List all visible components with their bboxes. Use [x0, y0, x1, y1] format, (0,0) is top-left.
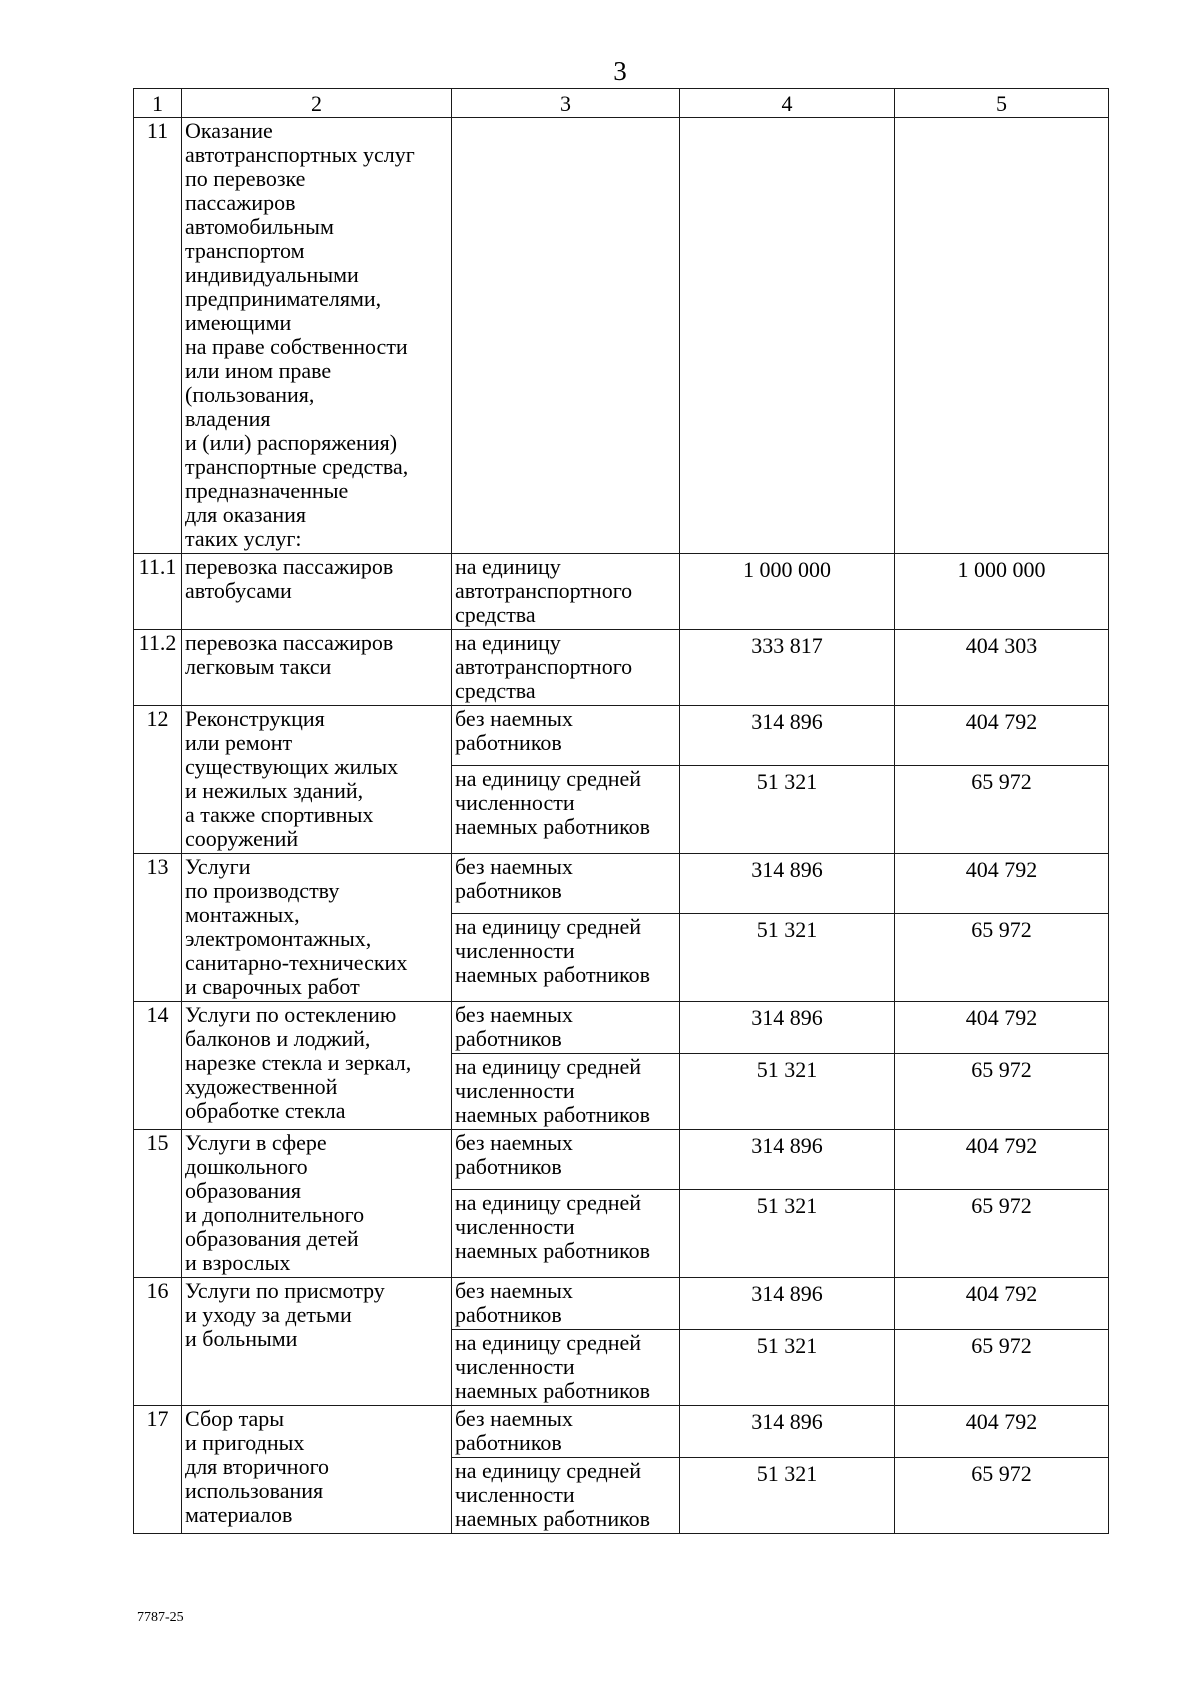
value-col-4: 51 321 — [680, 766, 895, 854]
value-col-5: 404 792 — [895, 1130, 1109, 1190]
activity-name: перевозка пассажиров автобусами — [182, 554, 452, 630]
unit-of-measure: на единицу средней численности наемных работников — [452, 1054, 680, 1130]
value-col-5: 65 972 — [895, 766, 1109, 854]
row-number: 13 — [134, 854, 182, 1002]
table-row — [134, 554, 1109, 630]
value-col-4: 314 896 — [680, 854, 895, 914]
value-col-5: 65 972 — [895, 914, 1109, 1002]
unit-of-measure: без наемных работников — [452, 1130, 680, 1190]
value-col-5: 65 972 — [895, 1054, 1109, 1130]
table-row — [134, 630, 1109, 706]
activity-name: Оказание автотранспортных услуг по перевозке пассажиров автомобильным транспортом индивидуальными предпринимателями, имеющими на праве собственности или ином праве (пользования, владения и (или) распоряжения) транспортные средства, предназначенные для оказания таких услуг: — [182, 118, 452, 554]
activity-name: Услуги по остеклению балконов и лоджий, нарезке стекла и зеркал, художественной обработке стекла — [182, 1002, 452, 1130]
document-code: 7787-25 — [137, 1610, 184, 1625]
table-row — [134, 1406, 1109, 1458]
row-number: 16 — [134, 1278, 182, 1406]
unit-of-measure: без наемных работников — [452, 1002, 680, 1054]
value-col-4 — [680, 118, 895, 554]
unit-of-measure: на единицу автотранспортного средства — [452, 554, 680, 630]
row-number: 11.1 — [134, 554, 182, 630]
value-col-4: 314 896 — [680, 706, 895, 766]
table-row — [134, 1002, 1109, 1054]
value-col-5: 404 792 — [895, 1002, 1109, 1054]
page-number: 3 — [613, 56, 627, 86]
rates-table — [133, 88, 1109, 1534]
value-col-5: 404 792 — [895, 1406, 1109, 1458]
unit-of-measure: на единицу средней численности наемных работников — [452, 766, 680, 854]
activity-name: Услуги в сфере дошкольного образования и дополнительного образования детей и взрослых — [182, 1130, 452, 1278]
table-row — [134, 1278, 1109, 1330]
unit-of-measure: на единицу средней численности наемных работников — [452, 914, 680, 1002]
header-cell: 2 — [182, 89, 452, 118]
table-row — [134, 118, 1109, 554]
unit-of-measure: на единицу средней численности наемных работников — [452, 1330, 680, 1406]
value-col-5 — [895, 118, 1109, 554]
value-col-5: 404 792 — [895, 854, 1109, 914]
header-cell: 5 — [895, 89, 1109, 118]
header-cell: 3 — [452, 89, 680, 118]
activity-name: Реконструкция или ремонт существующих жилых и нежилых зданий, а также спортивных сооружений — [182, 706, 452, 854]
unit-of-measure: без наемных работников — [452, 706, 680, 766]
row-number: 14 — [134, 1002, 182, 1130]
value-col-4: 51 321 — [680, 914, 895, 1002]
value-col-4: 314 896 — [680, 1278, 895, 1330]
value-col-4: 333 817 — [680, 630, 895, 706]
value-col-4: 1 000 000 — [680, 554, 895, 630]
value-col-4: 314 896 — [680, 1002, 895, 1054]
row-number: 11 — [134, 118, 182, 554]
row-number: 11.2 — [134, 630, 182, 706]
value-col-4: 314 896 — [680, 1406, 895, 1458]
row-number: 17 — [134, 1406, 182, 1534]
activity-name: Услуги по присмотру и уходу за детьми и больными — [182, 1278, 452, 1406]
unit-of-measure: без наемных работников — [452, 1406, 680, 1458]
unit-of-measure: на единицу автотранспортного средства — [452, 630, 680, 706]
unit-of-measure: на единицу средней численности наемных работников — [452, 1190, 680, 1278]
value-col-5: 404 303 — [895, 630, 1109, 706]
unit-of-measure: без наемных работников — [452, 1278, 680, 1330]
row-number: 12 — [134, 706, 182, 854]
row-number: 15 — [134, 1130, 182, 1278]
activity-name: перевозка пассажиров легковым такси — [182, 630, 452, 706]
value-col-4: 51 321 — [680, 1330, 895, 1406]
unit-of-measure — [452, 118, 680, 554]
table-row — [134, 1130, 1109, 1190]
unit-of-measure: без наемных работников — [452, 854, 680, 914]
table-header-row — [134, 89, 1109, 118]
value-col-5: 404 792 — [895, 1278, 1109, 1330]
value-col-4: 51 321 — [680, 1190, 895, 1278]
value-col-4: 51 321 — [680, 1458, 895, 1534]
activity-name: Услуги по производству монтажных, электромонтажных, санитарно-технических и сварочных работ — [182, 854, 452, 1002]
value-col-5: 1 000 000 — [895, 554, 1109, 630]
header-cell: 1 — [134, 89, 182, 118]
value-col-5: 404 792 — [895, 706, 1109, 766]
activity-name: Сбор тары и пригодных для вторичного использования материалов — [182, 1406, 452, 1534]
value-col-4: 314 896 — [680, 1130, 895, 1190]
table-row — [134, 706, 1109, 766]
value-col-5: 65 972 — [895, 1330, 1109, 1406]
unit-of-measure: на единицу средней численности наемных работников — [452, 1458, 680, 1534]
value-col-4: 51 321 — [680, 1054, 895, 1130]
header-cell: 4 — [680, 89, 895, 118]
value-col-5: 65 972 — [895, 1458, 1109, 1534]
value-col-5: 65 972 — [895, 1190, 1109, 1278]
table-row — [134, 854, 1109, 914]
